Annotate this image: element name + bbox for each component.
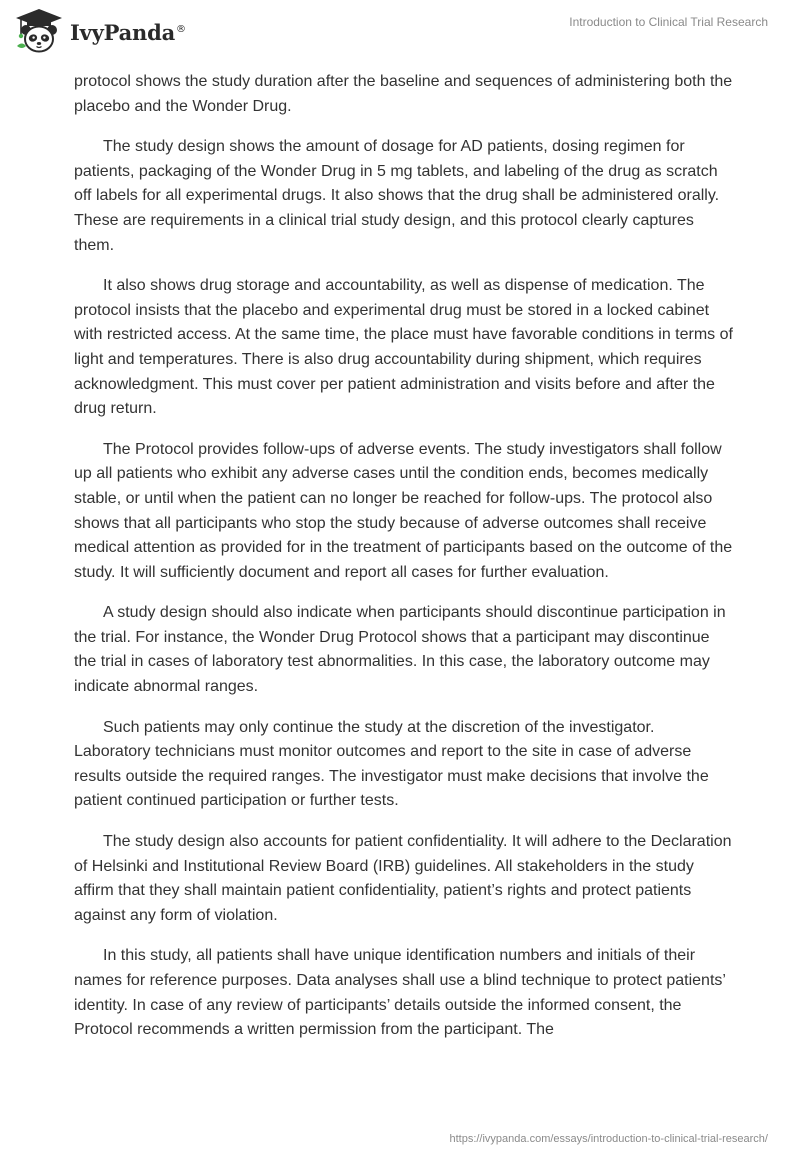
panda-graduate-icon (14, 8, 64, 54)
paragraph: The study design shows the amount of dosage for AD patients, dosing regimen for patients, packaging of the Wonder Drug in 5 mg tablets, and labeling of the drug as scratch off labels for all experimental drugs. It also shows that the drug shall be administered orally. These are requirements in a clinical trial study design, and this protocol clearly captures them. (74, 138, 720, 254)
paragraph: Such patients may only continue the study at the discretion of the investigator. Laboratory technicians must monitor outcomes and report to the site in case of adverse results outside the required ranges. The investigator must make decisions that involve the patient continued participation or further tests. (74, 718, 709, 810)
brand-logo[interactable] (14, 8, 186, 54)
page-header (0, 0, 800, 64)
paragraph: protocol shows the study duration after the baseline and sequences of administering both the placebo and the Wonder Drug. (74, 73, 733, 115)
document-title: Introduction to Clinical Trial Research (569, 15, 768, 29)
paragraph: In this study, all patients shall have unique identification numbers and initials of their names for reference purposes. Data analyses shall use a blind technique to protect patients’ identity. In case of any review of participants’ details outside the informed consent, the Protocol recommends a written permission from the participant. The (74, 947, 726, 1039)
essay-body (74, 70, 734, 1059)
paragraph: The study design also accounts for patient confidentiality. It will adhere to the Declaration of Helsinki and Institutional Review Board (IRB) guidelines. All stakeholders in the study affirm that they shall maintain patient confidentiality, patient’s rights and protect patients against any form of violation. (74, 833, 732, 924)
paragraph: A study design should also indicate when participants should discontinue participation in the trial. For instance, the Wonder Drug Protocol shows that a participant may discontinue the trial in cases of laboratory test abnormalities. In this case, the laboratory outcome may indicate abnormal ranges. (74, 604, 726, 696)
paragraph: The Protocol provides follow-ups of adverse events. The study investigators shall follow up all patients who exhibit any adverse cases until the condition ends, becomes medically stable, or until when the patient can no longer be reached for follow-ups. The protocol also shows that all participants who stop the study because of adverse outcomes shall receive medical attention as provided for in the treatment of participants based on the outcome of the study. It will sufficiently document and report all cases for further evaluation. (74, 440, 733, 581)
source-url-link[interactable]: https://ivypanda.com/essays/introduction-to-clinical-trial-research/ (449, 1133, 768, 1145)
brand-name: IvyPanda® (70, 19, 186, 45)
paragraph: It also shows drug storage and accountability, as well as dispense of medication. The protocol insists that the placebo and experimental drug must be stored in a locked cabinet with restricted access. At the same time, the place must have favorable conditions in terms of light and temperatures. There is also drug accountability during shipment, which requires acknowledgment. This must cover per patient administration and visits before and after the drug return. (74, 277, 733, 418)
